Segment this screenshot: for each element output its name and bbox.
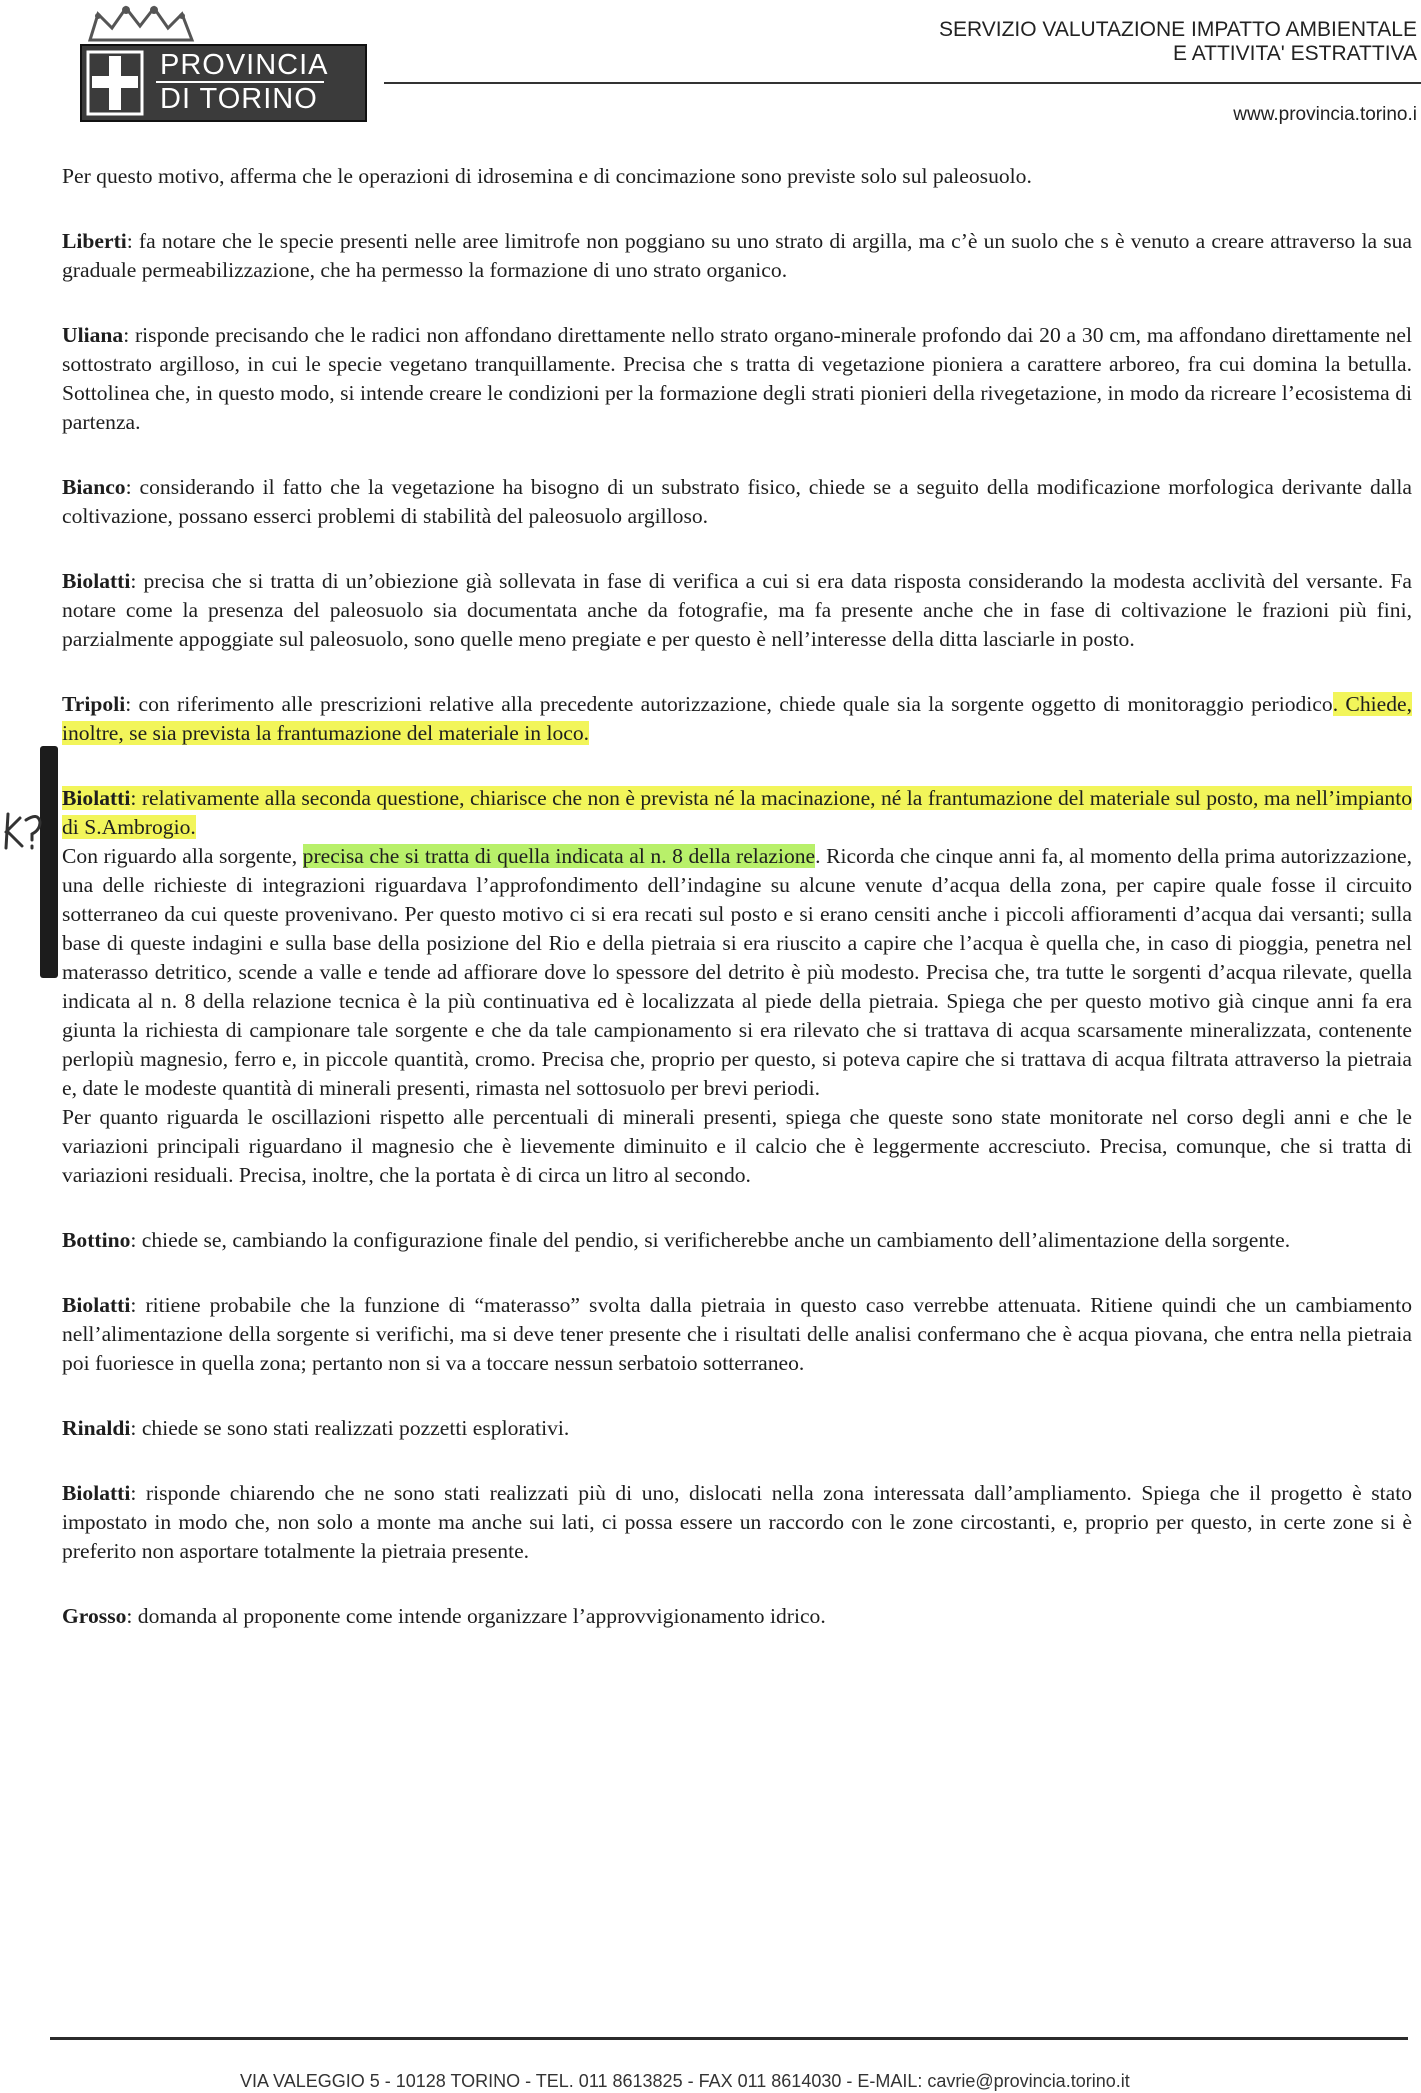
paragraph-text: Per questo motivo, afferma che le operazioni di idrosemina e di concimazione sono previste solo sul paleosuolo. xyxy=(62,164,1032,188)
minutes-paragraph xyxy=(62,690,1412,748)
speaker-name: Uliana xyxy=(62,323,124,347)
service-title-line1: SERVIZIO VALUTAZIONE IMPATTO AMBIENTALE xyxy=(938,18,1417,41)
paragraph-text: : fa notare che le specie presenti nelle aree limitrofe non poggiano su uno strato di argilla, ma c’è un suolo che s è venuto a creare attraverso la sua graduale permeabilizzazione, che ha permesso la formazione di uno strato organico. xyxy=(62,229,1412,282)
paragraph-text: . Ricorda che cinque anni fa, al momento della prima autorizzazione, una delle richieste di integrazioni riguardava l’approfondimento dell’indagine su alcune venute d’acqua della zona, per capire quale fosse il circuito sotterraneo da cui queste provenivano. Per questo motivo ci si era recati sul posto e si erano censiti anche i piccoli affioramenti d’acqua dai versanti; sulla base di queste indagini e sulla base della posizione del Rio e della pietraia si era riuscito a capire che l’acqua è quella che, in caso di pioggia, penetra nel materasso detritico, scende a valle e tende ad affiorare dove lo spessore del detrito è più modesto. Precisa che, tra tutte le sorgenti d’acqua rilevate, quella indicata al n. 8 della relazione tecnica è la più continuativa ed è localizzata al piede della pietraia. Spiega che per questo motivo già cinque anni fa era giunta la richiesta di campionare tale sorgente e che da tale campionamento si era rilevato che si trattava di acqua scarsamente mineralizzata, contenente perlopiù magnesio, ferro e, in piccole quantità, cromo. Precisa che, proprio per questo, si poteva capire che si trattava di acqua filtrata attraverso la pietraia e, date le modeste quantità di minerali presenti, rimasta nel sottosuolo per brevi periodi. xyxy=(62,844,1412,1100)
minutes-paragraph xyxy=(62,1602,1412,1631)
footer-rule xyxy=(50,2037,1408,2040)
minutes-body xyxy=(62,162,1412,1667)
paragraph-text: Per quanto riguarda le oscillazioni rispetto alle percentuali di minerali presenti, spiega che queste sono state monitorate nel corso degli anni e che le variazioni principali riguardano il magnesio che è lievemente diminuito e il calcio che è leggermente accresciuto. Precisa, comunque, che si tratta di variazioni residuali. Precisa, inoltre, che la portata è di circa un litro al secondo. xyxy=(62,1105,1412,1187)
speaker-name: Biolatti xyxy=(62,1293,131,1317)
speaker-name: Biolatti xyxy=(62,786,131,810)
crown-icon xyxy=(86,4,196,44)
logo-text-line2: DI TORINO xyxy=(160,83,318,115)
highlighted-text: precisa che si tratta di quella indicata al n. 8 della relazione xyxy=(302,844,816,868)
speaker-name: Bottino xyxy=(62,1228,131,1252)
speaker-name: Grosso xyxy=(62,1604,127,1628)
minutes-paragraph xyxy=(62,1226,1412,1255)
minutes-paragraph xyxy=(62,784,1412,842)
logo-text-line1: PROVINCIA xyxy=(160,49,329,81)
minutes-paragraph xyxy=(62,1479,1412,1566)
minutes-paragraph xyxy=(62,473,1412,531)
speaker-name: Tripoli xyxy=(62,692,126,716)
paragraph-text: : chiede se sono stati realizzati pozzetti esplorativi. xyxy=(130,1416,570,1440)
minutes-paragraph xyxy=(62,1291,1412,1378)
paragraph-text: Con riguardo alla sorgente, xyxy=(62,844,303,868)
provincia-logo xyxy=(74,4,374,122)
paragraph-text: : domanda al proponente come intende organizzare l’approvvigionamento idrico. xyxy=(126,1604,826,1628)
paragraph-text: : considerando il fatto che la vegetazione ha bisogno di un substrato fisico, chiede se a seguito della modificazione morfologica derivante dalla coltivazione, possano esserci problemi di stabilità del paleosuolo argilloso. xyxy=(62,475,1412,528)
handwritten-note-icon xyxy=(0,810,44,852)
speaker-name: Biolatti xyxy=(62,569,131,593)
margin-marker-bar xyxy=(40,746,58,978)
paragraph-text: : risponde precisando che le radici non affondano direttamente nello strato organo-minerale profondo dai 20 a 30 cm, ma affondano direttamente nel sottostrato argilloso, in cui le specie vegetano tranquillamente. Precisa che s tratta di vegetazione pioniera a carattere arboreo, fra cui domina la betulla. Sottolinea che, in questo modo, si intende creare le condizioni per la formazione degli strati pionieri della rivegetazione, in modo da ricreare l’ecosistema di partenza. xyxy=(62,323,1412,434)
website-link[interactable]: www.provincia.torino.i xyxy=(1233,104,1417,125)
minutes-paragraph xyxy=(62,567,1412,654)
paragraph-text: : con riferimento alle prescrizioni relative alla precedente autorizzazione, chiede quale sia la sorgente oggetto di monitoraggio periodico xyxy=(125,692,1333,716)
paragraph-text: : ritiene probabile che la funzione di “materasso” svolta dalla pietraia in questo caso verrebbe attenuata. Ritiene quindi che un cambiamento nell’alimentazione della sorgente si verifichi, ma si deve tener presente che i risultati delle analisi confermano che è acqua piovana, che entra nella pietraia poi fuoriesce in quella zona; pertanto non si va a toccare nessun serbatoio sotterraneo. xyxy=(62,1293,1412,1375)
service-title-line2: E ATTIVITA' ESTRATTIVA xyxy=(1173,42,1417,65)
header-rule xyxy=(384,82,1421,84)
minutes-paragraph xyxy=(62,162,1412,191)
minutes-paragraph xyxy=(62,321,1412,437)
minutes-paragraph xyxy=(62,227,1412,285)
minutes-paragraph xyxy=(62,1414,1412,1443)
logo-box xyxy=(80,44,367,122)
paragraph-text: : precisa che si tratta di un’obiezione già sollevata in fase di verifica a cui si era data risposta considerando la modesta acclività del versante. Fa notare come la presenza del paleosuolo sia documentata anche da fotografie, ma fa presente anche che in fase di coltivazione le frazioni più fini, parzialmente appoggiate sul paleosuolo, sono quelle meno pregiate e per questo è nell’interesse della ditta lasciarle in posto. xyxy=(62,569,1412,651)
speaker-name: Bianco xyxy=(62,475,126,499)
speaker-name: Biolatti xyxy=(62,1481,131,1505)
highlighted-text: . Chiede, inoltre, se sia prevista la frantumazione del materiale in loco. xyxy=(62,692,1412,745)
paragraph-text: : chiede se, cambiando la configurazione finale del pendio, si verificherebbe anche un cambiamento dell’alimentazione della sorgente. xyxy=(130,1228,1291,1252)
footer-address: VIA VALEGGIO 5 - 10128 TORINO - TEL. 011 8613825 - FAX 011 8614030 - E-MAIL: cavrie@provincia.torino.it xyxy=(240,2071,1130,2091)
minutes-paragraph xyxy=(62,842,1412,1190)
cross-shield-icon xyxy=(86,50,144,116)
service-title xyxy=(939,18,1417,66)
speaker-name: Liberti xyxy=(62,229,127,253)
paragraph-text: : risponde chiarendo che ne sono stati realizzati più di uno, dislocati nella zona interessata dall’ampliamento. Spiega che il progetto è stato impostato in modo che, non solo a monte ma anche sui lati, ci possa essere un raccordo con le zone circostanti, e, proprio per questo, in certe zone si è preferito non asportare totalmente la pietraia presente. xyxy=(62,1481,1412,1563)
speaker-name: Rinaldi xyxy=(62,1416,131,1440)
highlighted-text: : relativamente alla seconda questione, chiarisce che non è prevista né la macinazione, né la frantumazione del materiale sul posto, ma nell’impianto di S.Ambrogio. xyxy=(62,786,1412,839)
